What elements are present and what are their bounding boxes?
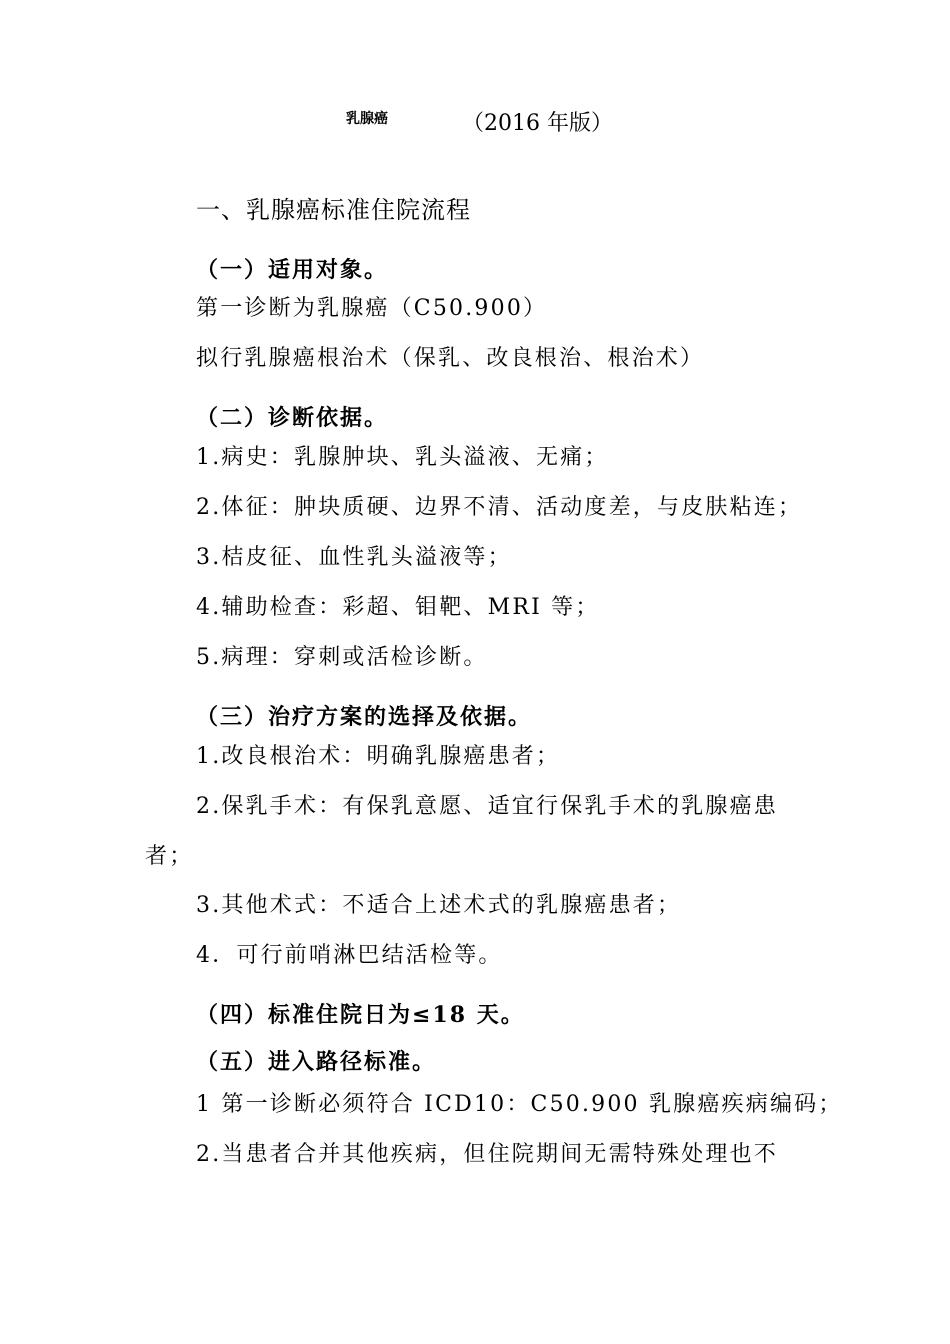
subsection-heading-4: （四）标准住院日为≤18 天。	[196, 1002, 525, 1028]
subsection-heading-1: （一）适用对象。	[196, 257, 389, 283]
paragraph-line: 1 第一诊断必须符合 ICD10：C50.900 乳腺癌疾病编码；	[196, 1092, 843, 1117]
paragraph-line: 2.保乳手术：有保乳意愿、适宜行保乳手术的乳腺癌患	[196, 794, 778, 819]
paragraph-line: 第一诊断为乳腺癌（C50.900）	[196, 296, 548, 321]
paragraph-line: 4.辅助检查：彩超、钼靶、MRI 等；	[196, 595, 600, 620]
paragraph-line: 3.其他术式：不适合上述术式的乳腺癌患者；	[196, 893, 682, 918]
paragraph-line: 4．可行前哨淋巴结活检等。	[196, 943, 503, 968]
paragraph-line: 1.改良根治术：明确乳腺癌患者；	[196, 744, 561, 769]
section-heading-1: 一、乳腺癌标准住院流程	[196, 196, 471, 224]
paragraph-line: 1.病史：乳腺肿块、乳头溢液、无痛；	[196, 445, 609, 470]
document-edition: （2016 年版）	[462, 111, 613, 136]
subsection-heading-3: （三）治疗方案的选择及依据。	[196, 704, 533, 730]
paragraph-line: 拟行乳腺癌根治术（保乳、改良根治、根治术）	[196, 346, 705, 371]
paragraph-line: 3.桔皮征、血性乳头溢液等；	[196, 545, 512, 570]
subsection-heading-5: （五）进入路径标准。	[196, 1049, 437, 1075]
paragraph-line: 者；	[145, 844, 194, 869]
paragraph-line: 2.体征：肿块质硬、边界不清、活动度差，与皮肤粘连；	[196, 495, 803, 520]
subsection-heading-2: （二）诊断依据。	[196, 405, 389, 431]
paragraph-line: 2.当患者合并其他疾病，但住院期间无需特殊处理也不	[196, 1142, 778, 1167]
document-title: 乳腺癌	[346, 111, 388, 127]
paragraph-line: 5.病理：穿刺或活检诊断。	[196, 645, 488, 670]
